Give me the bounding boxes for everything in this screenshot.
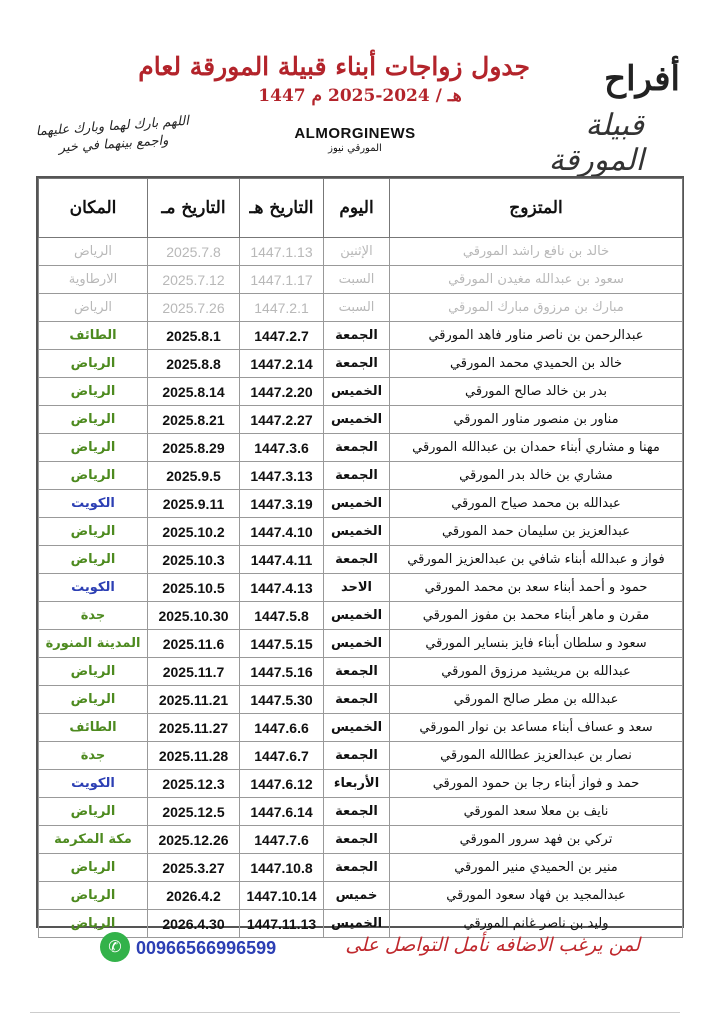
cell-greg-date: 2025.8.8 [148,350,240,378]
table-row [39,714,683,742]
cell-name: بدر بن خالد صالح المورقي [390,378,683,406]
weddings-table [38,178,683,938]
table-row [39,658,683,686]
cell-place: الطائف [39,714,148,742]
cell-name: نصار بن عبدالعزيز عطاالله المورقي [390,742,683,770]
cell-day: السبت [324,294,390,322]
cell-place: الرياض [39,686,148,714]
cell-place: الرياض [39,434,148,462]
cell-greg-date: 2025.7.12 [148,266,240,294]
table-row [39,546,683,574]
contact-footer [100,932,640,966]
cell-hijri-date: 1447.7.6 [240,826,324,854]
cell-greg-date: 2025.12.5 [148,798,240,826]
contact-text: لمن يرغب الاضافه نأمل التواصل على [345,934,640,956]
cell-greg-date: 2025.10.5 [148,574,240,602]
table-body [39,238,683,938]
cell-hijri-date: 1447.6.7 [240,742,324,770]
cell-day: الخميس [324,602,390,630]
table-row [39,322,683,350]
cell-name: وليد بن ناصر غانم المورقي [390,910,683,938]
cell-greg-date: 2026.4.30 [148,910,240,938]
cell-day: الجمعة [324,826,390,854]
cell-hijri-date: 1447.2.1 [240,294,324,322]
cell-place: الرياض [39,462,148,490]
cell-name: سعد و عساف أبناء مساعد بن نوار المورقي [390,714,683,742]
cell-name: منير بن الحميدي منير المورقي [390,854,683,882]
cell-day: الجمعة [324,462,390,490]
dua-line-2: واجمع بينهما في خير [58,133,169,156]
cell-greg-date: 2025.9.11 [148,490,240,518]
cell-name: عبدالعزيز بن سليمان حمد المورقي [390,518,683,546]
table-row [39,462,683,490]
cell-day: الجمعة [324,798,390,826]
table-row [39,266,683,294]
cell-name: حمود و أحمد أبناء سعد بن محمد المورقي [390,574,683,602]
dua-line-1: اللهم بارك لهما وبارك عليهما [35,113,190,140]
cell-hijri-date: 1447.10.8 [240,854,324,882]
cell-place: الرياض [39,798,148,826]
cell-place: الرياض [39,882,148,910]
cell-greg-date: 2025.7.8 [148,238,240,266]
cell-hijri-date: 1447.4.13 [240,574,324,602]
cell-place: جدة [39,742,148,770]
page-header [0,0,704,178]
cell-greg-date: 2025.3.27 [148,854,240,882]
cell-day: الجمعة [324,350,390,378]
cell-name: عبدالله بن محمد صياح المورقي [390,490,683,518]
cell-greg-date: 2025.8.29 [148,434,240,462]
cell-place: الكويت [39,490,148,518]
cell-day: الخميس [324,518,390,546]
cell-day: خميس [324,882,390,910]
brand-name: ALMORGINEWS [294,125,416,142]
table-row [39,742,683,770]
cell-day: الجمعة [324,742,390,770]
table-row [39,770,683,798]
cell-place: الرياض [39,406,148,434]
table-row [39,518,683,546]
cell-place: الطائف [39,322,148,350]
table-header-row [39,179,683,238]
cell-greg-date: 2025.10.30 [148,602,240,630]
cell-name: مهنا و مشاري أبناء حمدان بن عبدالله المورقي [390,434,683,462]
cell-name: مناور بن منصور مناور المورقي [390,406,683,434]
table-row [39,434,683,462]
cell-greg-date: 2025.11.28 [148,742,240,770]
cell-hijri-date: 1447.5.30 [240,686,324,714]
cell-hijri-date: 1447.2.7 [240,322,324,350]
cell-greg-date: 2025.8.21 [148,406,240,434]
table-row [39,378,683,406]
table-row [39,602,683,630]
cell-place: الرياض [39,378,148,406]
cell-day: الجمعة [324,686,390,714]
cell-name: مقرن و ماهر أبناء محمد بن مفوز المورقي [390,602,683,630]
cell-hijri-date: 1447.1.13 [240,238,324,266]
header-place: المكان [39,179,148,238]
cell-day: الإثنين [324,238,390,266]
table-row [39,686,683,714]
cell-day: الجمعة [324,658,390,686]
cell-hijri-date: 1447.6.6 [240,714,324,742]
cell-day: الجمعة [324,322,390,350]
cell-hijri-date: 1447.10.14 [240,882,324,910]
cropped-row-edge [30,1012,680,1025]
cell-greg-date: 2025.12.26 [148,826,240,854]
cell-place: الرياض [39,238,148,266]
cell-day: السبت [324,266,390,294]
cell-day: الاحد [324,574,390,602]
cell-hijri-date: 1447.3.19 [240,490,324,518]
cell-name: خالد بن الحميدي محمد المورقي [390,350,683,378]
cell-place: جدة [39,602,148,630]
cell-hijri-date: 1447.4.10 [240,518,324,546]
table-row [39,350,683,378]
table-row [39,630,683,658]
header-greg: التاريخ مـ [148,179,240,238]
header-name: المتزوج [390,179,683,238]
cell-day: الجمعة [324,854,390,882]
cell-place: الرياض [39,854,148,882]
brand-subtitle: المورقي نيوز [328,143,382,154]
cell-day: الخميس [324,490,390,518]
cell-place: المدينة المنورة [39,630,148,658]
table-row [39,882,683,910]
cell-place: الرياض [39,658,148,686]
cell-greg-date: 2025.11.6 [148,630,240,658]
logo-subtitle: قبيلة المورقة [548,108,644,178]
page-title: جدول زواجات أبناء قبيلة المورقة لعام [138,52,530,81]
table-row [39,798,683,826]
logo-title: أفراح [604,59,680,99]
cell-day: الأربعاء [324,770,390,798]
table-row [39,238,683,266]
cell-hijri-date: 1447.5.15 [240,630,324,658]
cell-hijri-date: 1447.2.20 [240,378,324,406]
cell-name: سعود و سلطان أبناء فايز بنساير المورقي [390,630,683,658]
cell-name: خالد بن نافع راشد المورقي [390,238,683,266]
cell-day: الخميس [324,630,390,658]
cell-hijri-date: 1447.3.13 [240,462,324,490]
cell-day: الخميس [324,406,390,434]
cell-place: مكة المكرمة [39,826,148,854]
cell-place: الكويت [39,770,148,798]
cell-day: الجمعة [324,434,390,462]
contact-phone[interactable]: 00966566996599 [136,938,277,958]
cell-name: عبدالمجيد بن فهاد سعود المورقي [390,882,683,910]
cell-hijri-date: 1447.6.12 [240,770,324,798]
cell-place: الكويت [39,574,148,602]
table-row [39,574,683,602]
table-row [39,826,683,854]
cell-hijri-date: 1447.1.17 [240,266,324,294]
cell-name: فواز و عبدالله أبناء شافي بن عبدالعزيز المورقي [390,546,683,574]
cell-place: الارطاوية [39,266,148,294]
header-hijri: التاريخ هـ [240,179,324,238]
cell-name: نايف بن معلا سعد المورقي [390,798,683,826]
cell-day: الخميس [324,714,390,742]
cell-greg-date: 2025.8.14 [148,378,240,406]
cell-greg-date: 2026.4.2 [148,882,240,910]
cell-name: عبدالله بن مريشيد مرزوق المورقي [390,658,683,686]
cell-hijri-date: 1447.2.14 [240,350,324,378]
cell-greg-date: 2025.7.26 [148,294,240,322]
cell-greg-date: 2025.10.3 [148,546,240,574]
cell-hijri-date: 1447.5.16 [240,658,324,686]
cell-hijri-date: 1447.11.13 [240,910,324,938]
cell-greg-date: 2025.8.1 [148,322,240,350]
page-years: 1447 هـ / 2024-2025 م [258,86,462,106]
cell-greg-date: 2025.12.3 [148,770,240,798]
cell-greg-date: 2025.11.7 [148,658,240,686]
whatsapp-icon[interactable]: ✆ [100,932,130,962]
cell-name: مشاري بن خالد بدر المورقي [390,462,683,490]
cell-name: تركي بن فهد سرور المورقي [390,826,683,854]
cell-day: الجمعة [324,546,390,574]
table-row [39,490,683,518]
cell-name: عبدالرحمن بن ناصر مناور فاهد المورقي [390,322,683,350]
cell-day: الخميس [324,910,390,938]
cell-place: الرياض [39,294,148,322]
cell-day: الخميس [324,378,390,406]
table-row [39,294,683,322]
table-row [39,854,683,882]
cell-place: الرياض [39,350,148,378]
cell-greg-date: 2025.11.27 [148,714,240,742]
cell-greg-date: 2025.9.5 [148,462,240,490]
cell-name: مبارك بن مرزوق مبارك المورقي [390,294,683,322]
cell-place: الرياض [39,518,148,546]
cell-hijri-date: 1447.2.27 [240,406,324,434]
weddings-table-container [36,176,684,932]
cell-place: الرياض [39,546,148,574]
cell-hijri-date: 1447.5.8 [240,602,324,630]
table-row [39,406,683,434]
cell-greg-date: 2025.10.2 [148,518,240,546]
cell-name: حمد و فواز أبناء رجا بن حمود المورقي [390,770,683,798]
cell-name: سعود بن عبدالله مغيدن المورقي [390,266,683,294]
cell-name: عبدالله بن مطر صالح المورقي [390,686,683,714]
cell-hijri-date: 1447.3.6 [240,434,324,462]
cell-greg-date: 2025.11.21 [148,686,240,714]
cell-hijri-date: 1447.6.14 [240,798,324,826]
cell-place: الرياض [39,910,148,938]
dua-calligraphy [27,112,199,160]
header-day: اليوم [324,179,390,238]
cell-hijri-date: 1447.4.11 [240,546,324,574]
